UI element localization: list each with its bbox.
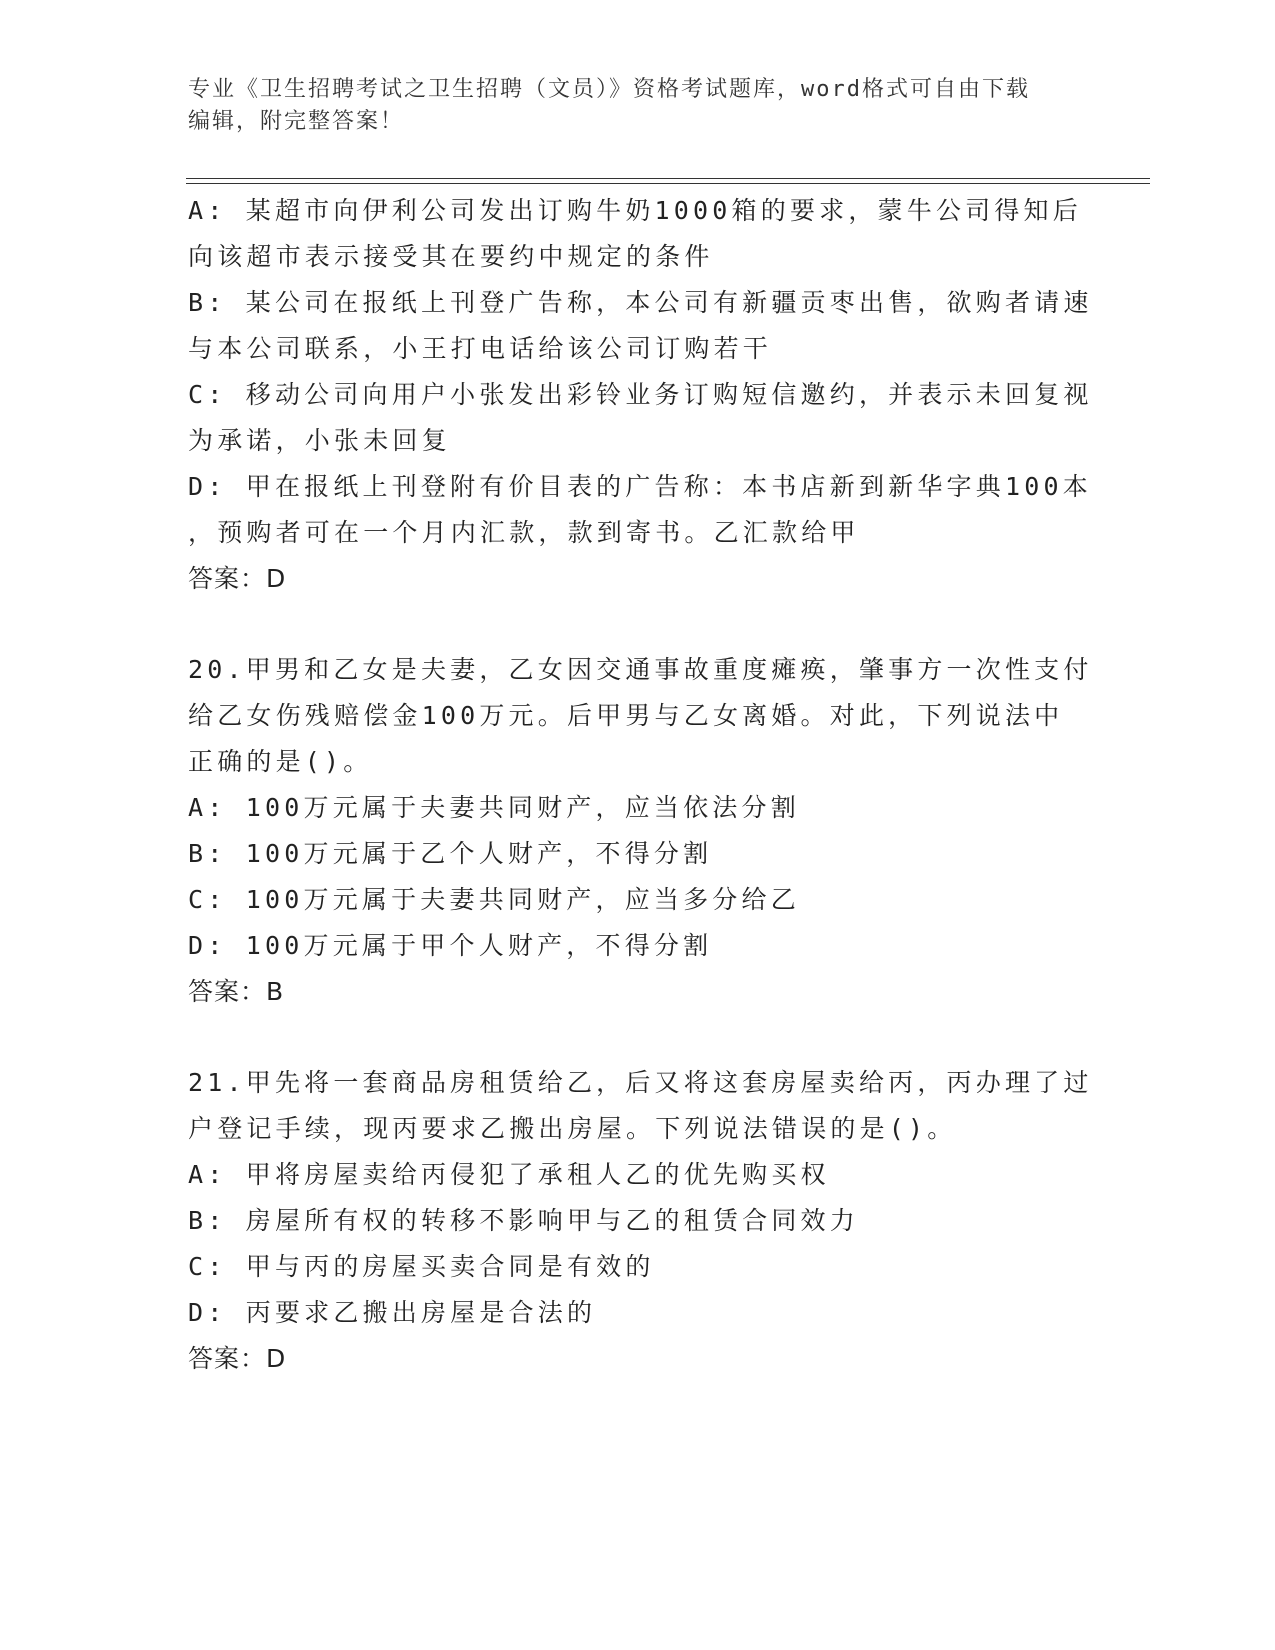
- q20-answer: 答案：B: [188, 977, 285, 1006]
- header-divider-top: [186, 178, 1150, 179]
- q20-stem-line-1: 20.甲男和乙女是夫妻，乙女因交通事故重度瘫痪，肇事方一次性支付: [188, 655, 1093, 684]
- header-line-2: 编辑，附完整答案！: [188, 109, 405, 134]
- q19-answer: 答案：D: [188, 564, 287, 593]
- q21-option-c: C: 甲与丙的房屋买卖合同是有效的: [188, 1252, 655, 1281]
- spacer: [188, 602, 1088, 647]
- q20-option-c: C: 100万元属于夫妻共同财产，应当多分给乙: [188, 885, 800, 914]
- q19-option-c-line-1: C: 移动公司向用户小张发出彩铃业务订购短信邀约，并表示未回复视: [188, 380, 1093, 409]
- spacer: [188, 1015, 1088, 1060]
- q21-option-d: D: 丙要求乙搬出房屋是合法的: [188, 1298, 597, 1327]
- q20-stem-line-2: 给乙女伤残赔偿金100万元。后甲男与乙女离婚。对此，下列说法中: [188, 701, 1064, 730]
- q20-option-b: B: 100万元属于乙个人财产，不得分割: [188, 839, 713, 868]
- q21-answer: 答案：D: [188, 1344, 287, 1373]
- question-content: [188, 188, 1093, 1382]
- q19-option-a-line-2: 向该超市表示接受其在要约中规定的条件: [188, 242, 714, 271]
- q21-stem-line-2: 户登记手续，现丙要求乙搬出房屋。下列说法错误的是()。: [188, 1114, 957, 1143]
- header-line-1: 专业《卫生招聘考试之卫生招聘（文员）》资格考试题库，word格式可自由下载: [188, 77, 1030, 102]
- question-21-block: [188, 1060, 1093, 1382]
- q19-option-b-line-1: B: 某公司在报纸上刊登广告称，本公司有新疆贡枣出售，欲购者请速: [188, 288, 1093, 317]
- q20-option-d: D: 100万元属于甲个人财产，不得分割: [188, 931, 713, 960]
- q21-stem-line-1: 21.甲先将一套商品房租赁给乙，后又将这套房屋卖给丙，丙办理了过: [188, 1068, 1093, 1097]
- q19-option-a-line-1: A: 某超市向伊利公司发出订购牛奶1000箱的要求，蒙牛公司得知后: [188, 196, 1082, 225]
- q21-option-b: B: 房屋所有权的转移不影响甲与乙的租赁合同效力: [188, 1206, 859, 1235]
- q19-option-b-line-2: 与本公司联系，小王打电话给该公司订购若干: [188, 334, 773, 363]
- q19-option-c-line-2: 为承诺，小张未回复: [188, 426, 451, 455]
- question-20-block: [188, 647, 1093, 1015]
- question-19-block: [188, 188, 1093, 602]
- q19-option-d-line-1: D: 甲在报纸上刊登附有价目表的广告称：本书店新到新华字典100本: [188, 472, 1092, 501]
- q21-option-a: A: 甲将房屋卖给丙侵犯了承租人乙的优先购买权: [188, 1160, 830, 1189]
- q20-stem-line-3: 正确的是()。: [188, 747, 373, 776]
- q20-option-a: A: 100万元属于夫妻共同财产，应当依法分割: [188, 793, 800, 822]
- header-divider-bottom: [186, 183, 1150, 184]
- document-header: [188, 74, 1068, 138]
- q19-option-d-line-2: ，预购者可在一个月内汇款，款到寄书。乙汇款给甲: [188, 518, 860, 547]
